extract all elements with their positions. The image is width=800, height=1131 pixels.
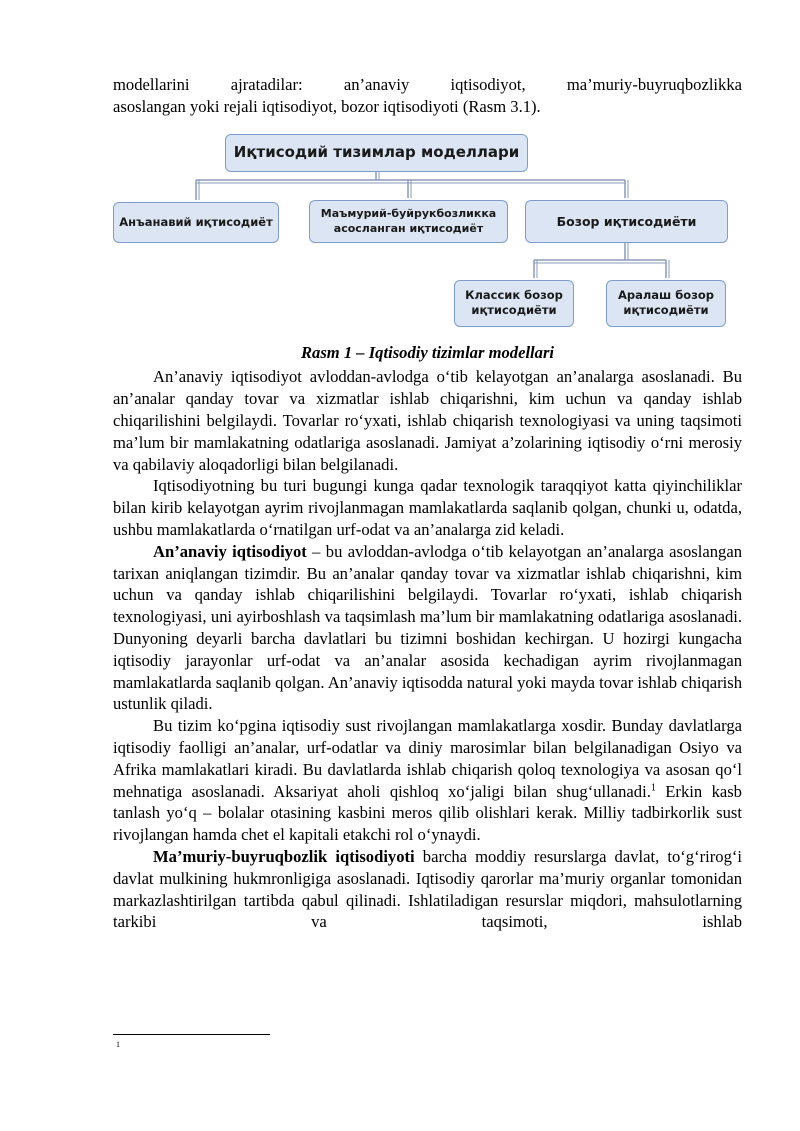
footnote-reference[interactable]: 1 [650,782,656,793]
diagram-traditional-box: Анъанавий иқтисодиёт [113,202,279,243]
paragraph-1: An’anaviy iqtisodiyot avloddan-avlodga o‘tib kelayotgan an’analarga asoslanadi. Bu an’analar qanday tovar va xizmatlar ishlab chiqarishni, kim uchun va qanday ishlab chiqarilishini belgilaydi. Tovarlar ro‘yxati, ishlab chiqarish texnologiyasi va uning taqsimoti ma’lum bir mamlakatning odatlariga asoslanadi. Jamiyat a’zolarining iqtisodiy o‘rni merosiy va qabilaviy aloqadorligi bilan belgilanadi. [113,367,742,474]
document-page [113,74,742,933]
paragraph-4-text-b: Erkin kasb tanlash yo‘q – bolalar otasining kasbini meros qilib olishlari kerak. Milliy tadbirkorlik sust rivojlangan hamda chet el kapitali etakchi rol o‘ynaydi. [113,781,742,845]
diagram-classic-market-box: Классик бозор иқтисодиёти [454,280,574,327]
diagram-command-box: Маъмурий-буйрукбозликка асосланган иқтисодиёт [309,200,508,243]
paragraph-3-text: – bu avloddan-avlodga o‘tib kelayotgan an’analarga asoslangan tarixan aniqlangan tizimdir. Bu an’analar qanday tovar va xizmatlar ishlab chiqarishni, kim uchun va qanday ishlab chiqarilishini belgilaydi. Tovarlar ro‘yxati, ishlab chiqarish texnologiyasi, uni ayirboshlash va taqsimlash ma’lum bir mamlakatning odatlariga asoslanadi. Dunyoning deyarli barcha davlatlari bu tizimni boshidan kechirgan. U hozirgi kungacha iqtisodiy jarayonlar urf-odat va an’analar asosida kechadigan ayrim rivojlanmagan mamlakatlarda saqlanib qolgan. An’anaviy iqtisodda natural yoki mayda tovar ishlab chiqarish ustunlik qiladi. [113,541,743,714]
paragraph-4 [113,715,742,846]
term-command-economy: Ma’muriy-buyruqbozlik iqtisodiyoti [153,846,415,866]
paragraph-5 [113,846,742,933]
footnote-marker: 1 [116,1040,120,1049]
footnote-separator [113,1034,270,1035]
intro-line-2: asoslangan yoki rejali iqtisodiyot, bozor iqtisodiyoti (Rasm 3.1). [113,96,541,116]
paragraph-3 [113,541,742,715]
paragraph-4-text-a: Bu tizim ko‘pgina iqtisodiy sust rivojlangan mamlakatlarga xosdir. Bunday davlatlarga iqtisodiy faolligi an’analar, urf-odatlar va diniy marosimlar bilan belgilanadigan Osiyo va Afrika mamlakatlari kiradi. Bu davlatlarda ishlab chiqarish qoloq texnologiya va asosan qo‘l mehnatiga asoslanadi. Aksariyat aholi qishloq xo‘jaligi bilan shug‘ullanadi. [113,716,742,801]
diagram-root-box: Иқтисодий тизимлар моделлари [225,134,528,172]
term-traditional-economy: An’anaviy iqtisodiyot [153,541,307,561]
figure-caption: Rasm 1 – Iqtisodiy tizimlar modellari [300,342,555,362]
diagram-mixed-market-box: Аралаш бозор иқтисодиёти [606,280,726,327]
paragraph-5-text: barcha moddiy resurslarga davlat, to‘g‘rirog‘i davlat mulkining hukmronligiga asoslanadi. Iqtisodiy qarorlar ma’muriy organlar tomonidan markazlashtirilgan tartibda qabul qilinadi. Ishlatiladigan resurslar miqdori, mahsulotlarning tarkibi va taqsimoti, ishlab [113,846,742,932]
paragraph-2: Iqtisodiyotning bu turi bugungi kunga qadar texnologik taraqqiyot katta qiyinchiliklar bilan kirib kelayotgan ayrim rivojlanmagan mamlakatlarda saqlanib qolgan, chunki u, odatda, ushbu mamlakatlarda o‘rnatilgan urf-odat va an’analarga zid keladi. [113,476,742,539]
economic-systems-diagram [113,134,742,334]
diagram-market-box: Бозор иқтисодиёти [525,200,728,243]
intro-line-1: modellarini ajratadilar: an’anaviy iqtisodiyot, ma’muriy-buyruqbozlikka [113,75,742,94]
